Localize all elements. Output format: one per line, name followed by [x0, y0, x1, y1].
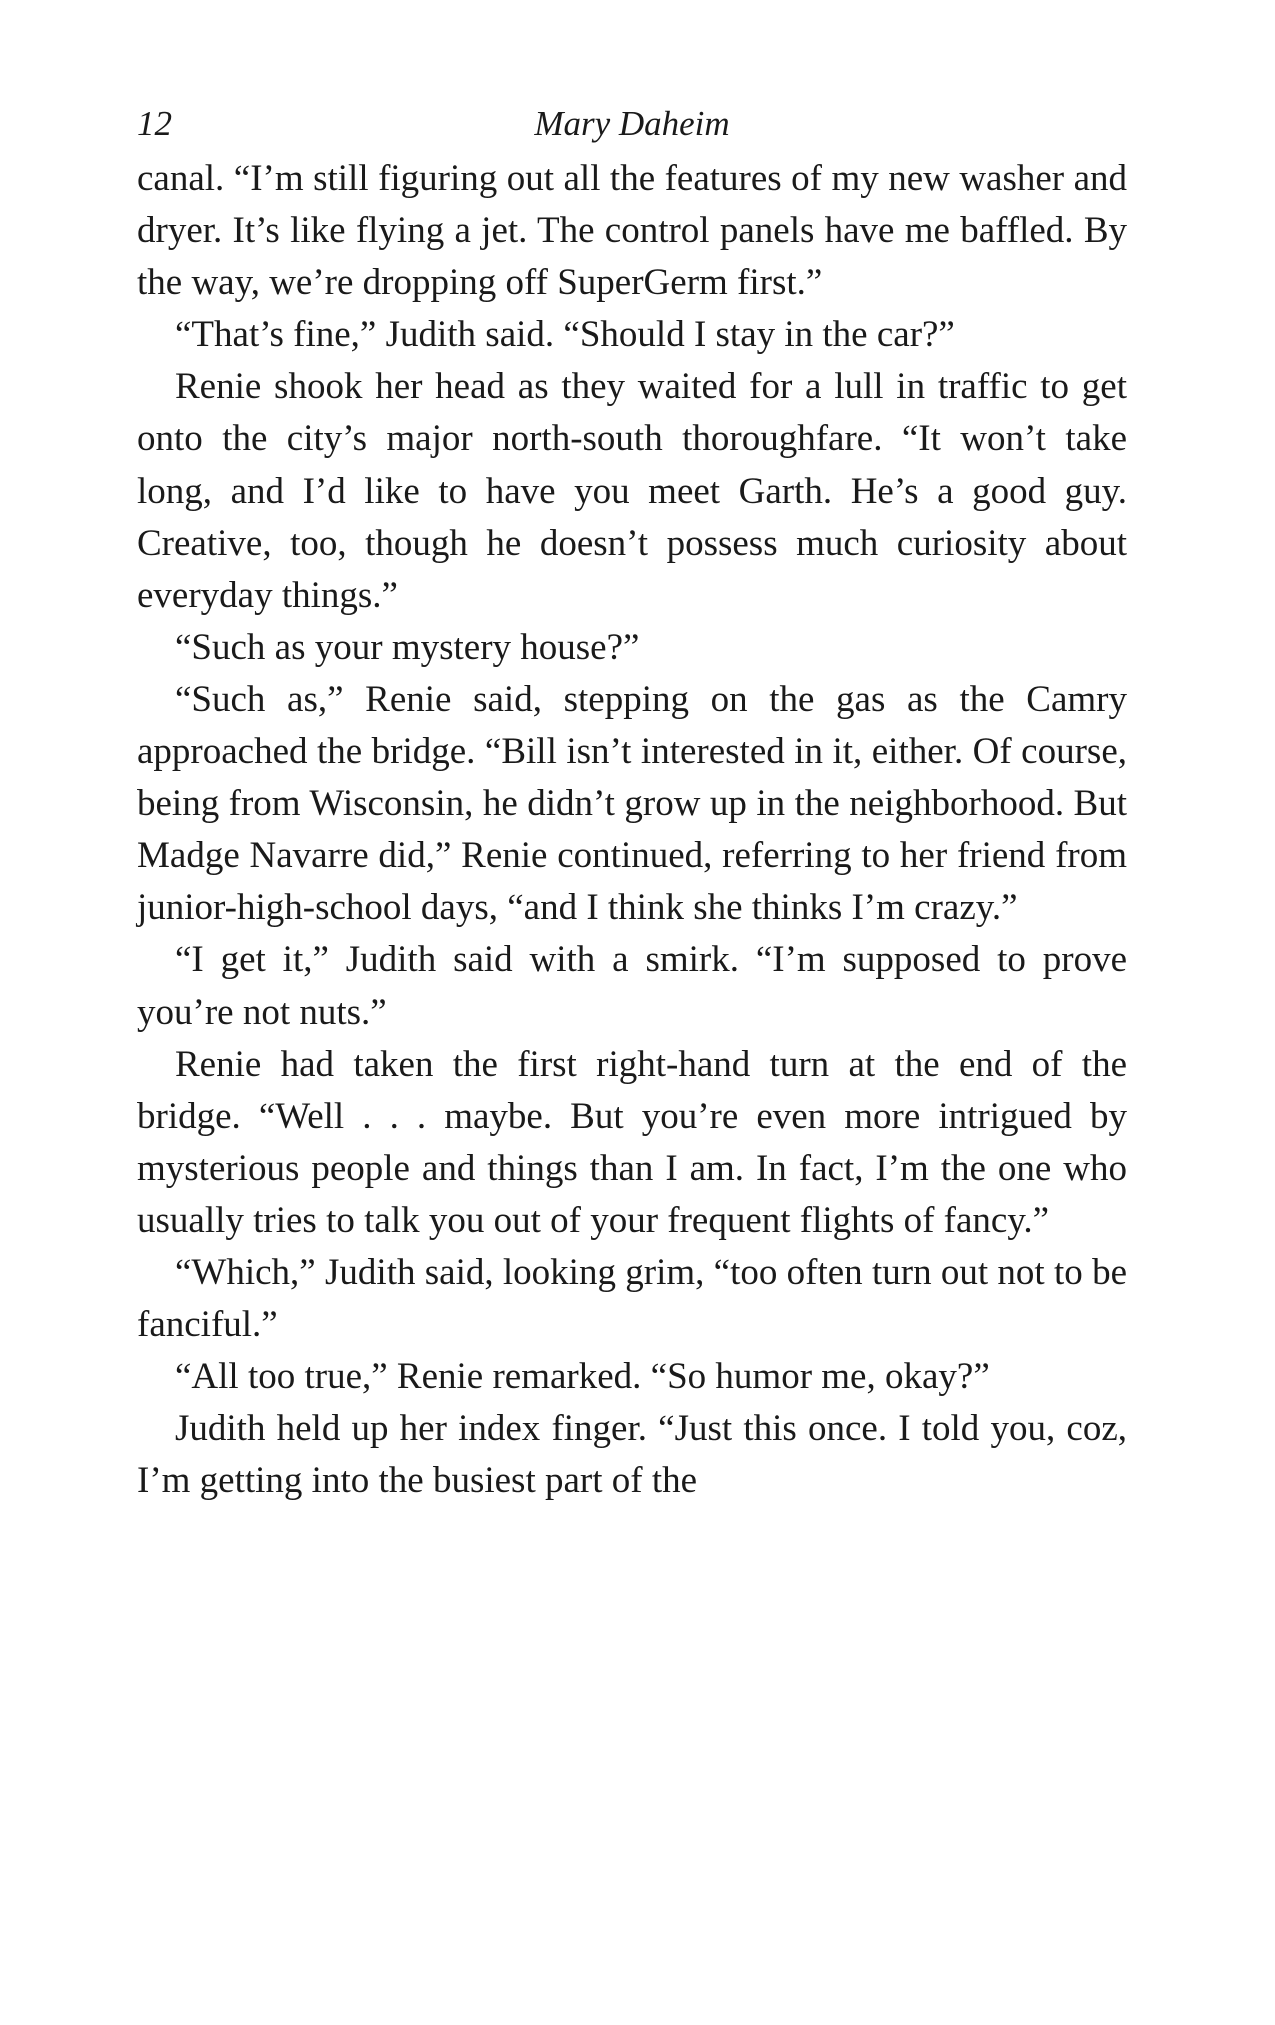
paragraph: “Which,” Judith said, looking grim, “too often turn out not to be fanciful.” — [137, 1251, 1127, 1346]
paragraph: “All too true,” Renie remarked. “So humor me, okay?” — [175, 1356, 990, 1398]
book-page — [137, 95, 1127, 1507]
paragraph: canal. “I’m still figuring out all the features of my new washer and dryer. It’s like flying a jet. The control panels have me baffled. By the way, we’re dropping off SuperGerm first.” — [137, 158, 1127, 304]
paragraph: Renie shook her head as they waited for a lull in traffic to get onto the city’s major north-south thoroughfare. “It won’t take long, and I’d like to have you meet Garth. He’s a good guy. Creative, too, though he doesn’t possess much curiosity about everyday things.” — [137, 366, 1127, 616]
running-head — [137, 95, 1127, 153]
paragraph: “That’s fine,” Judith said. “Should I stay in the car?” — [175, 314, 955, 356]
body-text — [137, 153, 1127, 1507]
paragraph: Renie had taken the first right-hand turn at the end of the bridge. “Well . . . maybe. But you’re even more intrigued by mysterious people and things than I am. In fact, I’m the one who usually tries to talk you out of your frequent flights of fancy.” — [137, 1043, 1127, 1241]
paragraph: “I get it,” Judith said with a smirk. “I’m supposed to prove you’re not nuts.” — [137, 939, 1127, 1033]
paragraph: Judith held up her index finger. “Just this once. I told you, coz, I’m getting into the busiest part of the — [137, 1408, 1127, 1502]
paragraph: “Such as,” Renie said, stepping on the gas as the Camry approached the bridge. “Bill isn’t interested in it, either. Of course, being from Wisconsin, he didn’t grow up in the neighborhood. But Madge Navarre did,” Renie continued, referring to her friend from junior-high-school days, “and I think she thinks I’m crazy.” — [137, 678, 1127, 929]
author-name: Mary Daheim — [534, 104, 730, 143]
page-number: 12 — [137, 104, 172, 143]
paragraph: “Such as your mystery house?” — [175, 626, 640, 668]
